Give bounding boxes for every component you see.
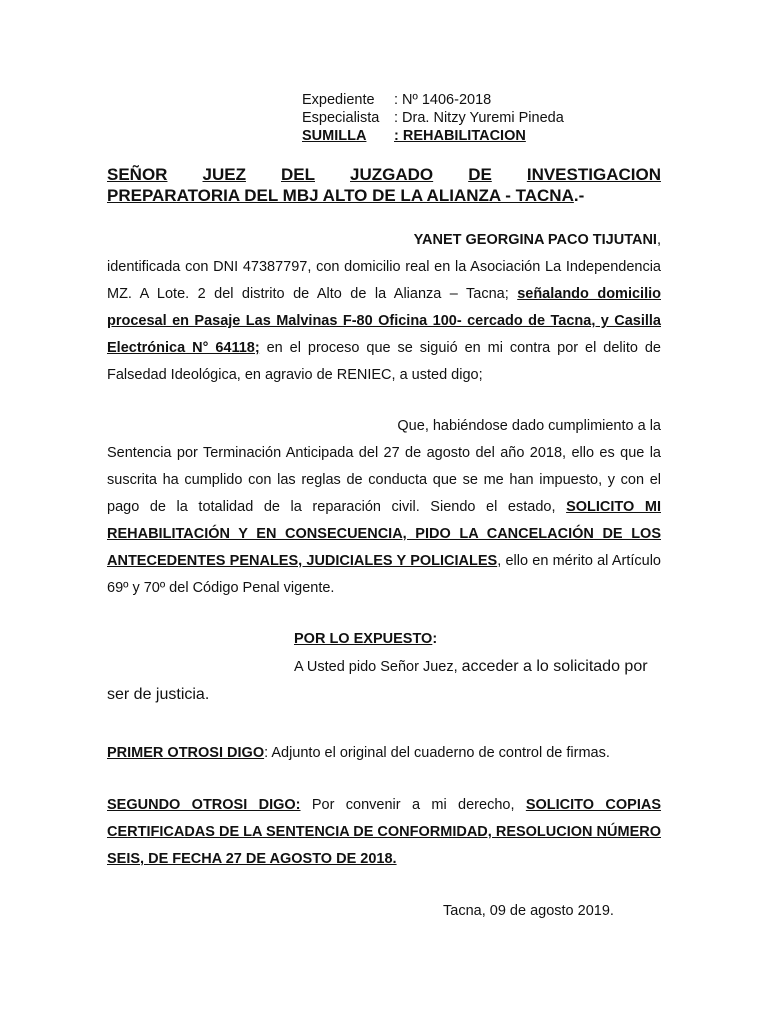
body-paragraph: [107, 413, 661, 602]
otrosi-2-text: Por convenir a mi derecho,: [300, 797, 526, 813]
body-lead: Que, habiéndose dado cumplimiento a la: [397, 418, 661, 434]
closing-text-2: acceder a lo solicitado por: [461, 658, 648, 675]
addressee-word: DE: [468, 165, 492, 184]
sumilla-value: : REHABILITACION: [394, 128, 526, 144]
addressee-court: PREPARATORIA DEL MBJ ALTO DE LA ALIANZA - TACNA: [107, 186, 574, 205]
otrosi-1-label: PRIMER OTROSI DIGO: [107, 745, 265, 761]
punctuation: :: [432, 631, 438, 647]
addressee-line-2: [107, 185, 661, 206]
closing-paragraph: [107, 626, 661, 708]
expediente-row: [302, 91, 564, 109]
addressee-word: SEÑOR: [107, 165, 168, 184]
punctuation: ,: [656, 232, 661, 248]
expediente-value: : Nº 1406-2018: [394, 92, 492, 108]
body-text-2: , ello en mérito al Artículo 69º y 70º del Código Penal vigente.: [107, 553, 661, 596]
petitioner-name-line: [107, 227, 661, 254]
closing-text-1: A Usted pido Señor Juez,: [294, 659, 462, 675]
body-text-1: Sentencia por Terminación Anticipada del 27 de agosto del año 2018, ello es que la suscrita ha cumplido con las reglas de conducta que se me han impuesto, y con el pago de la totalidad de la reparación civil. Siendo el estado,: [107, 445, 661, 515]
sumilla-row: [302, 127, 564, 145]
body-lead-line: [107, 413, 661, 440]
copies-request: SOLICITO COPIAS CERTIFICADAS DE LA SENTENCIA DE CONFORMIDAD, RESOLUCION NÚMERO SEIS, DE FECHA 27 DE AGOSTO DE 2018.: [107, 797, 662, 867]
closing-line-1: [107, 653, 661, 681]
closing-title-line: [107, 626, 661, 653]
addressee-heading: [107, 164, 661, 206]
case-header: [302, 91, 564, 145]
procedural-address: señalando domicilio procesal en Pasaje Las Malvinas F-80 Oficina 100- cercado de Tacna, y Casilla Electrónica N° 64118;: [107, 286, 661, 356]
especialista-row: [302, 109, 564, 127]
otrosi-2-label: SEGUNDO OTROSI DIGO:: [107, 797, 301, 813]
intro-paragraph: [107, 227, 661, 389]
intro-text: [107, 254, 661, 389]
expediente-label: Expediente: [302, 92, 375, 108]
otrosi-1-text: : Adjunto el original del cuaderno de control de firmas.: [264, 745, 610, 761]
especialista-label: Especialista: [302, 110, 380, 126]
addressee-tail: .-: [573, 186, 585, 205]
signing-date: Tacna, 09 de agosto 2019.: [443, 903, 614, 919]
otrosi-2-paragraph: [107, 792, 661, 873]
date-line: [107, 898, 661, 925]
closing-line-2: ser de justicia.: [107, 686, 210, 703]
addressee-word: DEL: [281, 165, 315, 184]
addressee-word: INVESTIGACION: [526, 165, 661, 184]
rehabilitation-request: SOLICITO MI REHABILITACIÓN Y EN CONSECUENCIA, PIDO LA CANCELACIÓN DE LOS ANTECEDENTES PENALES, JUDICIALES Y POLICIALES: [107, 499, 661, 569]
addressee-line-1: [107, 164, 661, 185]
addressee-word: JUZGADO: [350, 165, 434, 184]
closing-title: POR LO EXPUESTO: [294, 631, 433, 647]
otrosi-1-paragraph: [107, 740, 661, 767]
body-text: [107, 440, 661, 602]
sumilla-label: SUMILLA: [302, 128, 367, 144]
addressee-word: JUEZ: [202, 165, 246, 184]
petitioner-name: YANET GEORGINA PACO TIJUTANI: [413, 232, 657, 248]
intro-text-1: identificada con DNI 47387797, con domicilio real en la Asociación La Independencia MZ. A Lote. 2 del distrito de Alto de la Alianza – Tacna;: [107, 259, 661, 302]
especialista-value: : Dra. Nitzy Yuremi Pineda: [394, 110, 564, 126]
intro-text-2: en el proceso que se siguió en mi contra por el delito de Falsedad Ideológica, en agravio de RENIEC, a usted digo;: [107, 340, 661, 383]
